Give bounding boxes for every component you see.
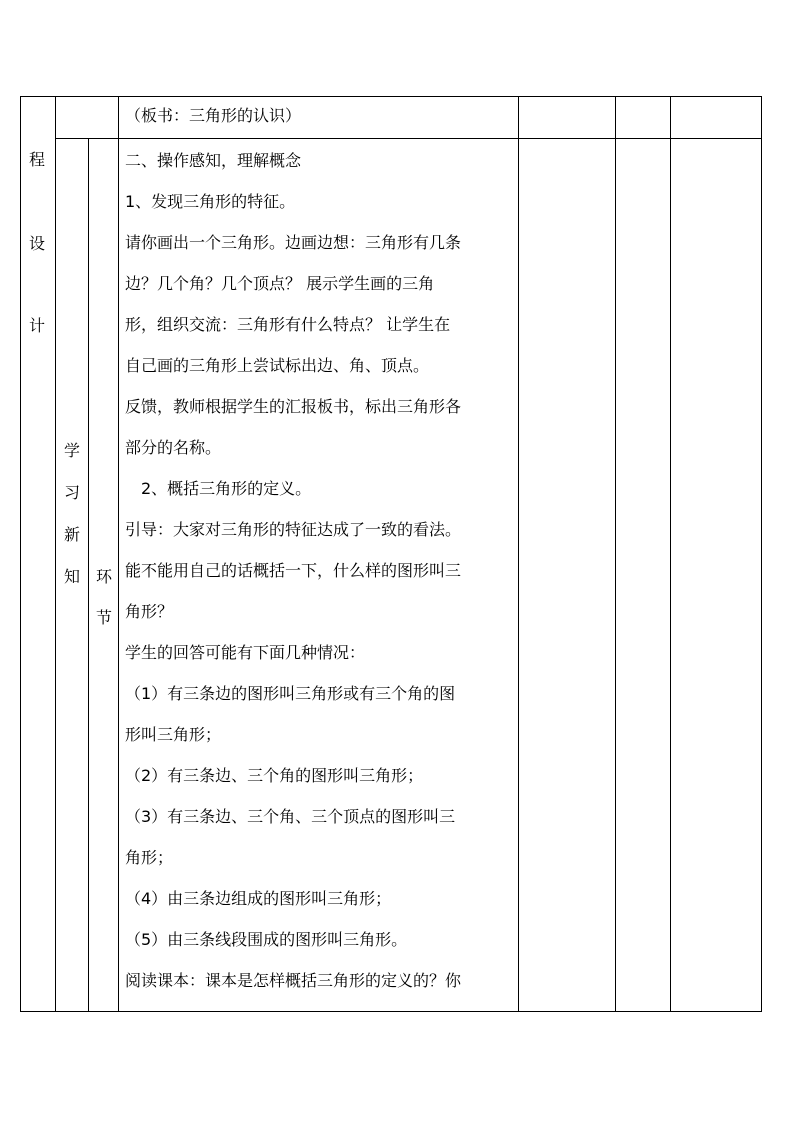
col2-char-1: 学 [63,441,80,460]
content-line: 形，组织交流：三角形有什么特点？ 让学生在 [125,315,451,334]
content-line: 边？几个角？几个顶点？ 展示学生画的三角 [125,274,435,293]
col2-char-3: 新 [63,525,80,544]
table-top-border [20,96,762,97]
table-left-border [20,96,21,1012]
content-line: （3）有三条边、三个角、三个顶点的图形叫三 [125,807,456,826]
content-line: 二、操作感知，理解概念 [125,151,302,170]
col1-char-1: 程 [28,150,45,169]
content-line: 引导：大家对三角形的特征达成了一致的看法。 [125,520,462,539]
col-divider-5 [615,96,616,1012]
content-line: 1、发现三角形的特征。 [125,192,296,211]
col-divider-2 [88,138,89,1012]
content-line: （5）由三条线段围成的图形叫三角形。 [125,930,408,949]
content-line: 部分的名称。 [125,438,222,457]
col2-char-4: 知 [63,567,80,586]
header-row-text: （板书：三角形的认识） [125,106,302,125]
table-right-border [761,96,762,1012]
content-line: （2）有三条边、三个角的图形叫三角形； [125,766,424,785]
content-line: 阅读课本：课本是怎样概括三角形的定义的？你 [125,971,462,990]
col-divider-4 [518,96,519,1012]
table-bottom-border [20,1011,762,1012]
content-line: 请你画出一个三角形。边画边想：三角形有几条 [125,233,462,252]
content-line: 角形？ [125,602,174,621]
header-row-bottom-border [55,138,762,139]
col1-char-3: 计 [28,316,45,335]
col3-char-2: 节 [95,608,112,627]
content-line: 2、概括三角形的定义。 [141,479,312,498]
content-line: 反馈，教师根据学生的汇报板书，标出三角形各 [125,397,462,416]
content-line: 角形； [125,848,174,867]
col-divider-1 [55,96,56,1012]
content-line: 能不能用自己的话概括一下，什么样的图形叫三 [125,561,462,580]
col1-char-2: 设 [28,234,45,253]
lesson-content [125,140,517,1001]
content-line: （4）由三条边组成的图形叫三角形； [125,889,392,908]
content-line: 形叫三角形； [125,725,222,744]
col3-char-1: 环 [95,567,112,586]
content-line: （1）有三条边的图形叫三角形或有三个角的图 [125,684,456,703]
col2-char-2: 习 [63,483,80,502]
col-divider-3 [118,96,119,1012]
content-line: 学生的回答可能有下面几种情况： [125,643,366,662]
col-divider-6 [670,96,671,1012]
content-line: 自己画的三角形上尝试标出边、角、顶点。 [125,356,430,375]
